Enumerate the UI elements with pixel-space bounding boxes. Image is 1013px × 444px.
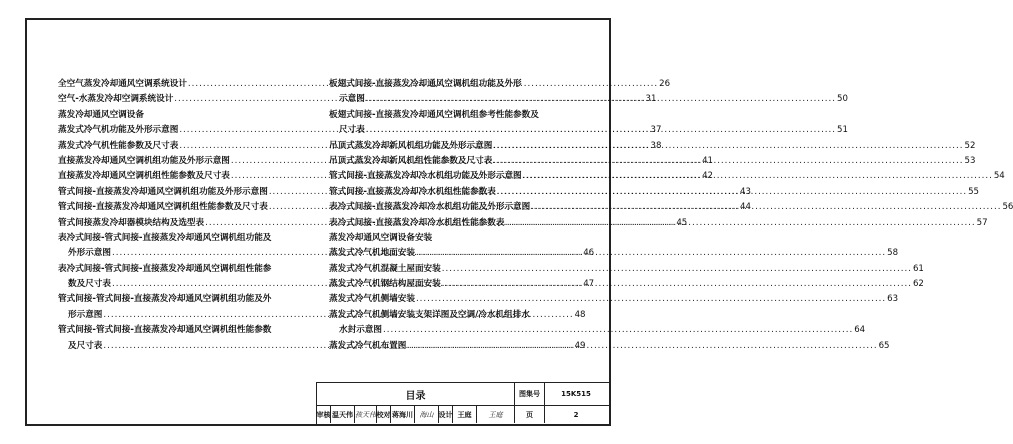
toc-entry[interactable] xyxy=(58,293,290,308)
toc-entry-title: 吊顶式蒸发冷却新风机组功能及外形示意图 xyxy=(329,140,493,151)
toc-page-number: 51 xyxy=(837,125,848,136)
toc-page-number: 50 xyxy=(837,94,848,105)
toc-entry-title: 管式间接-直接蒸发冷却通风空调机组功能及外形示意图 xyxy=(58,186,268,197)
toc-page-number: 61 xyxy=(912,263,924,274)
toc-page-number: 38 xyxy=(650,140,662,151)
toc-entry[interactable] xyxy=(329,324,866,339)
toc-entry-title: 板翅式间接-直接蒸发冷却通风空调机组功能及外形 xyxy=(329,79,522,89)
toc-entry-title: 表冷式间接-管式间接-直接蒸发冷却通风空调机组功能及 xyxy=(58,232,272,243)
toc-entry[interactable] xyxy=(329,263,924,278)
toc-entry-title: 蒸发式冷气机布置图 xyxy=(329,340,407,351)
toc-section-heading: 蒸发冷却通风空调设备安装 xyxy=(329,232,433,243)
toc-entry[interactable] xyxy=(58,232,290,247)
toc-entry-title: 板翅式间接-直接蒸发冷却通风空调机组参考性能参数及 xyxy=(329,109,539,120)
title-block xyxy=(316,382,609,424)
toc-entry-title: 蒸发式冷气机侧墙安装 xyxy=(329,294,415,305)
toc-page-number: 45 xyxy=(676,217,688,228)
set-number-value: 15K515 xyxy=(561,390,591,398)
toc-page-number: 31 xyxy=(645,94,657,105)
toc-page-number: 44 xyxy=(740,202,751,213)
toc-entry-title: 蒸发式冷气机混凝土屋面安装 xyxy=(329,263,441,274)
toc-entry[interactable] xyxy=(58,263,290,278)
toc-page-number: 62 xyxy=(912,279,924,290)
title-block-signature-row xyxy=(317,406,609,423)
toc-page-number: 54 xyxy=(993,171,1005,182)
toc-leader-dots xyxy=(366,93,836,106)
toc-page-number: 55 xyxy=(968,186,979,197)
toc-leader-dots xyxy=(497,186,967,199)
toc-entry-title: 蒸发式冷气机地面安装 xyxy=(329,248,415,259)
toc-leader-dots xyxy=(407,340,877,353)
toc-page-number: 43 xyxy=(740,186,751,197)
toc-entry-title: 直接蒸发冷却通风空调机组性能参数及尺寸表 xyxy=(58,171,230,182)
toc-entry-title: 表冷式间接-直接蒸发冷却冷水机组功能及外形示意图 xyxy=(329,202,531,213)
toc-page-number: 52 xyxy=(964,140,976,151)
toc-leader-dots xyxy=(493,155,963,168)
toc-entry-title: 吊顶式蒸发冷却新风机组性能参数及尺寸表 xyxy=(329,155,493,166)
toc-page-number: 46 xyxy=(583,248,595,259)
toc-entry-title: 管式间接-直接蒸发冷却冷水机组功能及外形示意图 xyxy=(329,171,522,182)
toc-leader-dots xyxy=(366,124,836,137)
toc-page-number: 58 xyxy=(887,248,899,259)
toc-entry-title: 管式间接-直接蒸发冷却冷水机组性能参数表 xyxy=(329,186,496,197)
title-block-cell: 校对 xyxy=(377,406,391,423)
toc-leader-dots xyxy=(442,263,912,276)
toc-entry[interactable] xyxy=(329,293,899,308)
toc-entry[interactable] xyxy=(329,109,562,124)
toc-leader-dots xyxy=(416,247,886,260)
toc-page-number: 49 xyxy=(574,340,586,351)
toc-section-heading: 蒸发冷却通风空调设备 xyxy=(58,109,144,120)
toc-entry-title: 空气-水蒸发冷却空调系统设计 xyxy=(58,94,174,105)
toc-page-number: 26 xyxy=(659,79,671,89)
toc-entry-title: 数及尺寸表 xyxy=(68,279,111,290)
toc-entry-title: 表冷式间接-直接蒸发冷却冷水机组性能参数表 xyxy=(329,217,505,228)
toc-entry-title: 蒸发式冷气机钢结构屋面安装 xyxy=(329,279,441,290)
toc-entry[interactable] xyxy=(329,309,562,324)
title-block-top-row xyxy=(317,383,609,406)
toc-entry-title: 管式间接蒸发冷却器模块结构及选型表 xyxy=(58,217,205,228)
toc-page-number: 53 xyxy=(964,155,976,166)
toc-leader-dots xyxy=(493,140,963,153)
toc-page-number: 56 xyxy=(1002,202,1013,213)
set-number-label: 图集号 xyxy=(515,383,545,405)
toc-entry-title: 形示意图 xyxy=(68,309,103,320)
signature: 王庭 xyxy=(477,406,515,423)
title-block-cell: 蒋海川 xyxy=(391,406,415,423)
toc-page-number: 37 xyxy=(650,125,662,136)
title-block-cell: 王庭 xyxy=(453,406,477,423)
toc-entry-title: 及尺寸表 xyxy=(68,340,103,351)
toc-entry[interactable] xyxy=(329,78,562,93)
toc-entry-title: 管式间接-直接蒸发冷却通风空调机组性能参数及尺寸表 xyxy=(58,202,268,213)
signature: 孩天伟 xyxy=(355,406,377,423)
toc-page-number: 63 xyxy=(887,294,899,305)
title-block-cell: 设计 xyxy=(439,406,453,423)
toc-page-number: 48 xyxy=(574,309,586,320)
toc-entry-title: 尺寸表 xyxy=(339,125,365,136)
toc-page-number: 41 xyxy=(702,155,714,166)
toc-page-number: 64 xyxy=(854,325,866,336)
toc-entry-title: 外形示意图 xyxy=(68,248,111,259)
sheet-title: 目录 xyxy=(317,383,515,405)
signature: 海山 xyxy=(415,406,439,423)
toc-entry-title: 直接蒸发冷却通风空调机组功能及外形示意图 xyxy=(58,155,230,166)
toc-entry-title: 全空气蒸发冷却通风空调系统设计 xyxy=(58,79,187,89)
toc-entry-title: 蒸发式冷气机功能及外形示意图 xyxy=(58,125,179,136)
toc-entry-title: 管式间接-管式间接-直接蒸发冷却通风空调机组功能及外 xyxy=(58,294,272,305)
title-block-cell: 审核 xyxy=(317,406,331,423)
title-block-cell: 页 xyxy=(515,406,545,423)
toc-leader-dots xyxy=(383,324,853,337)
toc-leader-dots xyxy=(442,278,912,291)
toc-entry-title: 示意图 xyxy=(339,94,365,105)
toc-page-number: 57 xyxy=(976,217,988,228)
toc-leader-dots xyxy=(416,293,886,306)
toc-page-number: 47 xyxy=(583,279,595,290)
toc-leader-dots xyxy=(531,201,1001,214)
toc-entry-title: 管式间接-管式间接-直接蒸发冷却通风空调机组性能参数 xyxy=(58,325,272,336)
toc-leader-dots xyxy=(523,170,993,183)
toc-entry-title: 蒸发式冷气机性能参数及尺寸表 xyxy=(58,140,179,151)
toc-page-number: 42 xyxy=(702,171,714,182)
toc-entry[interactable] xyxy=(58,324,290,339)
toc-leader-dots xyxy=(505,217,975,230)
title-block-cell: 2 xyxy=(573,410,579,419)
toc-entry-title: 表冷式间接-管式间接-直接蒸发冷却通风空调机组性能参 xyxy=(58,263,272,274)
toc-entry-title: 蒸发式冷气机侧墙安装支架详图及空调/冷水机组排水 xyxy=(329,309,530,320)
title-block-cell: 温天伟 xyxy=(331,406,355,423)
toc-entry-title: 水封示意图 xyxy=(339,325,382,336)
toc-page-number: 65 xyxy=(878,340,890,351)
